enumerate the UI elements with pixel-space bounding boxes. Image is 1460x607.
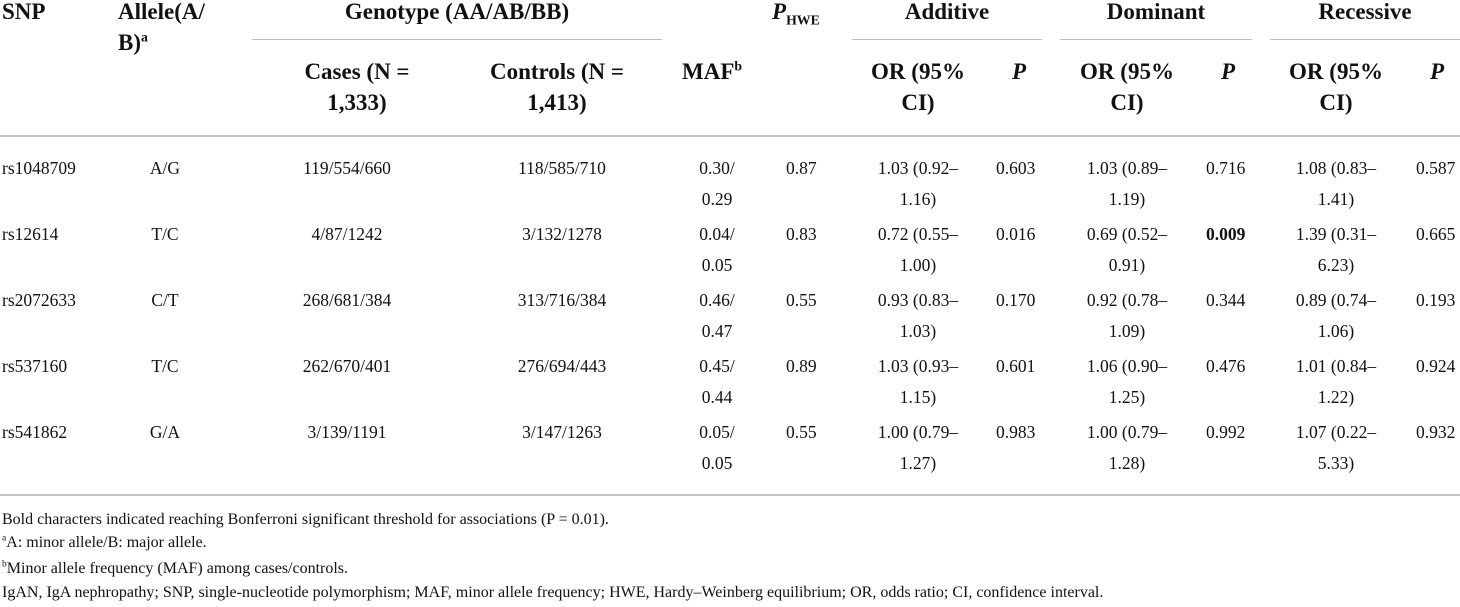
cell-dominant-p: 0.716 <box>1206 158 1246 178</box>
cell-dominant-or: 1.03 (0.89– 1.19) <box>1086 158 1168 209</box>
cell-phwe: 0.55 <box>786 290 817 310</box>
cell-allele: A/G <box>149 158 181 178</box>
cell-phwe: 0.55 <box>786 422 817 442</box>
cell-controls: 313/716/384 <box>517 290 607 310</box>
footnote-abbreviations: IgAN, IgA nephropathy; SNP, single-nucleotide polymorphism; MAF, minor allele frequency; HWE, Hardy–Weinberg equilibrium; OR, odds ratio; CI, confidence interval. <box>2 584 1104 601</box>
cell-controls: 3/132/1278 <box>522 224 602 244</box>
header-recessive: Recessive <box>1318 0 1412 24</box>
cell-dominant-or: 0.69 (0.52– 0.91) <box>1086 224 1168 275</box>
cell-controls: 118/585/710 <box>518 158 606 178</box>
header-bottom-rule <box>0 135 1460 137</box>
header-additive-p: P <box>1012 59 1027 84</box>
cell-additive-or: 0.72 (0.55– 1.00) <box>877 224 959 275</box>
cell-maf: 0.45/ 0.44 <box>699 356 735 407</box>
header-phwe: $P_{HWE}$ <box>772 0 820 28</box>
cell-maf: 0.46/ 0.47 <box>699 290 735 341</box>
cell-dominant-p: 0.476 <box>1206 356 1246 376</box>
additive-underline <box>852 39 1042 40</box>
cell-allele: T/C <box>151 356 179 376</box>
cell-dominant-p-significant: 0.009 <box>1206 224 1246 244</box>
cell-cases: 4/87/1242 <box>311 224 383 244</box>
cell-additive-or: 0.93 (0.83– 1.03) <box>877 290 959 341</box>
cell-recessive-p: 0.924 <box>1416 356 1456 376</box>
cell-allele: G/A <box>149 422 181 442</box>
cell-allele: C/T <box>151 290 179 310</box>
cell-snp: rs2072633 <box>2 290 76 310</box>
cell-recessive-or: 1.08 (0.83– 1.41) <box>1295 158 1377 209</box>
cell-phwe: 0.83 <box>786 224 817 244</box>
cell-dominant-p: 0.992 <box>1206 422 1246 442</box>
dominant-underline <box>1060 39 1252 40</box>
cell-additive-p: 0.983 <box>996 422 1036 442</box>
header-recessive-or: OR (95% CI) <box>1289 59 1383 115</box>
footnote-a: $^a$A: minor allele/B: major allele. <box>2 532 207 551</box>
cell-maf: 0.04/ 0.05 <box>699 224 735 275</box>
cell-maf: 0.30/ 0.29 <box>699 158 735 209</box>
cell-phwe: 0.89 <box>786 356 817 376</box>
header-controls: Controls (N = 1,413) <box>489 59 625 115</box>
cell-cases: 3/139/1191 <box>307 422 387 442</box>
cell-additive-p: 0.603 <box>996 158 1036 178</box>
cell-controls: 276/694/443 <box>517 356 607 376</box>
cell-recessive-p: 0.193 <box>1416 290 1456 310</box>
header-allele: Allele(A/ B)$^a$ <box>118 0 205 55</box>
genotype-underline <box>252 39 662 40</box>
header-dominant: Dominant <box>1106 0 1206 24</box>
cell-additive-or: 1.03 (0.92– 1.16) <box>877 158 959 209</box>
cell-snp: rs537160 <box>2 356 68 376</box>
cell-maf: 0.05/ 0.05 <box>699 422 735 473</box>
table-bottom-rule <box>0 494 1460 496</box>
cell-snp: rs541862 <box>2 422 68 442</box>
recessive-underline <box>1270 39 1460 40</box>
cell-recessive-or: 1.01 (0.84– 1.22) <box>1295 356 1377 407</box>
cell-cases: 262/670/401 <box>302 356 392 376</box>
cell-additive-p: 0.170 <box>996 290 1036 310</box>
cell-recessive-p: 0.587 <box>1416 158 1456 178</box>
header-recessive-p: P <box>1430 59 1445 84</box>
header-maf: MAF$^b$ <box>682 58 743 84</box>
header-dominant-or: OR (95% CI) <box>1080 59 1174 115</box>
cell-dominant-or: 0.92 (0.78– 1.09) <box>1086 290 1168 341</box>
cell-phwe: 0.87 <box>786 158 817 178</box>
cell-dominant-or: 1.06 (0.90– 1.25) <box>1086 356 1168 407</box>
cell-recessive-or: 1.39 (0.31– 6.23) <box>1295 224 1377 275</box>
cell-allele: T/C <box>151 224 179 244</box>
cell-recessive-or: 0.89 (0.74– 1.06) <box>1295 290 1377 341</box>
cell-recessive-or: 1.07 (0.22– 5.33) <box>1295 422 1377 473</box>
cell-additive-p: 0.016 <box>996 224 1036 244</box>
header-genotype: Genotype (AA/AB/BB) <box>344 0 570 24</box>
cell-dominant-p: 0.344 <box>1206 290 1246 310</box>
header-additive-or: OR (95% CI) <box>871 59 965 115</box>
footnote-bold: Bold characters indicated reaching Bonferroni significant threshold for associations (P = 0.01). <box>2 511 609 528</box>
cell-controls: 3/147/1263 <box>522 422 602 442</box>
cell-cases: 119/554/660 <box>303 158 391 178</box>
cell-snp: rs1048709 <box>2 158 76 178</box>
cell-additive-or: 1.00 (0.79– 1.27) <box>877 422 959 473</box>
cell-snp: rs12614 <box>2 224 59 244</box>
header-cases: Cases (N = 1,333) <box>304 59 410 115</box>
header-snp: SNP <box>2 0 46 24</box>
cell-dominant-or: 1.00 (0.79– 1.28) <box>1086 422 1168 473</box>
footnote-b: $^b$Minor allele frequency (MAF) among cases/controls. <box>2 558 349 577</box>
cell-recessive-p: 0.665 <box>1416 224 1456 244</box>
cell-additive-p: 0.601 <box>996 356 1036 376</box>
cell-recessive-p: 0.932 <box>1416 422 1456 442</box>
header-dominant-p: P <box>1221 59 1236 84</box>
header-additive: Additive <box>904 0 990 24</box>
cell-additive-or: 1.03 (0.93– 1.15) <box>877 356 959 407</box>
cell-cases: 268/681/384 <box>302 290 392 310</box>
